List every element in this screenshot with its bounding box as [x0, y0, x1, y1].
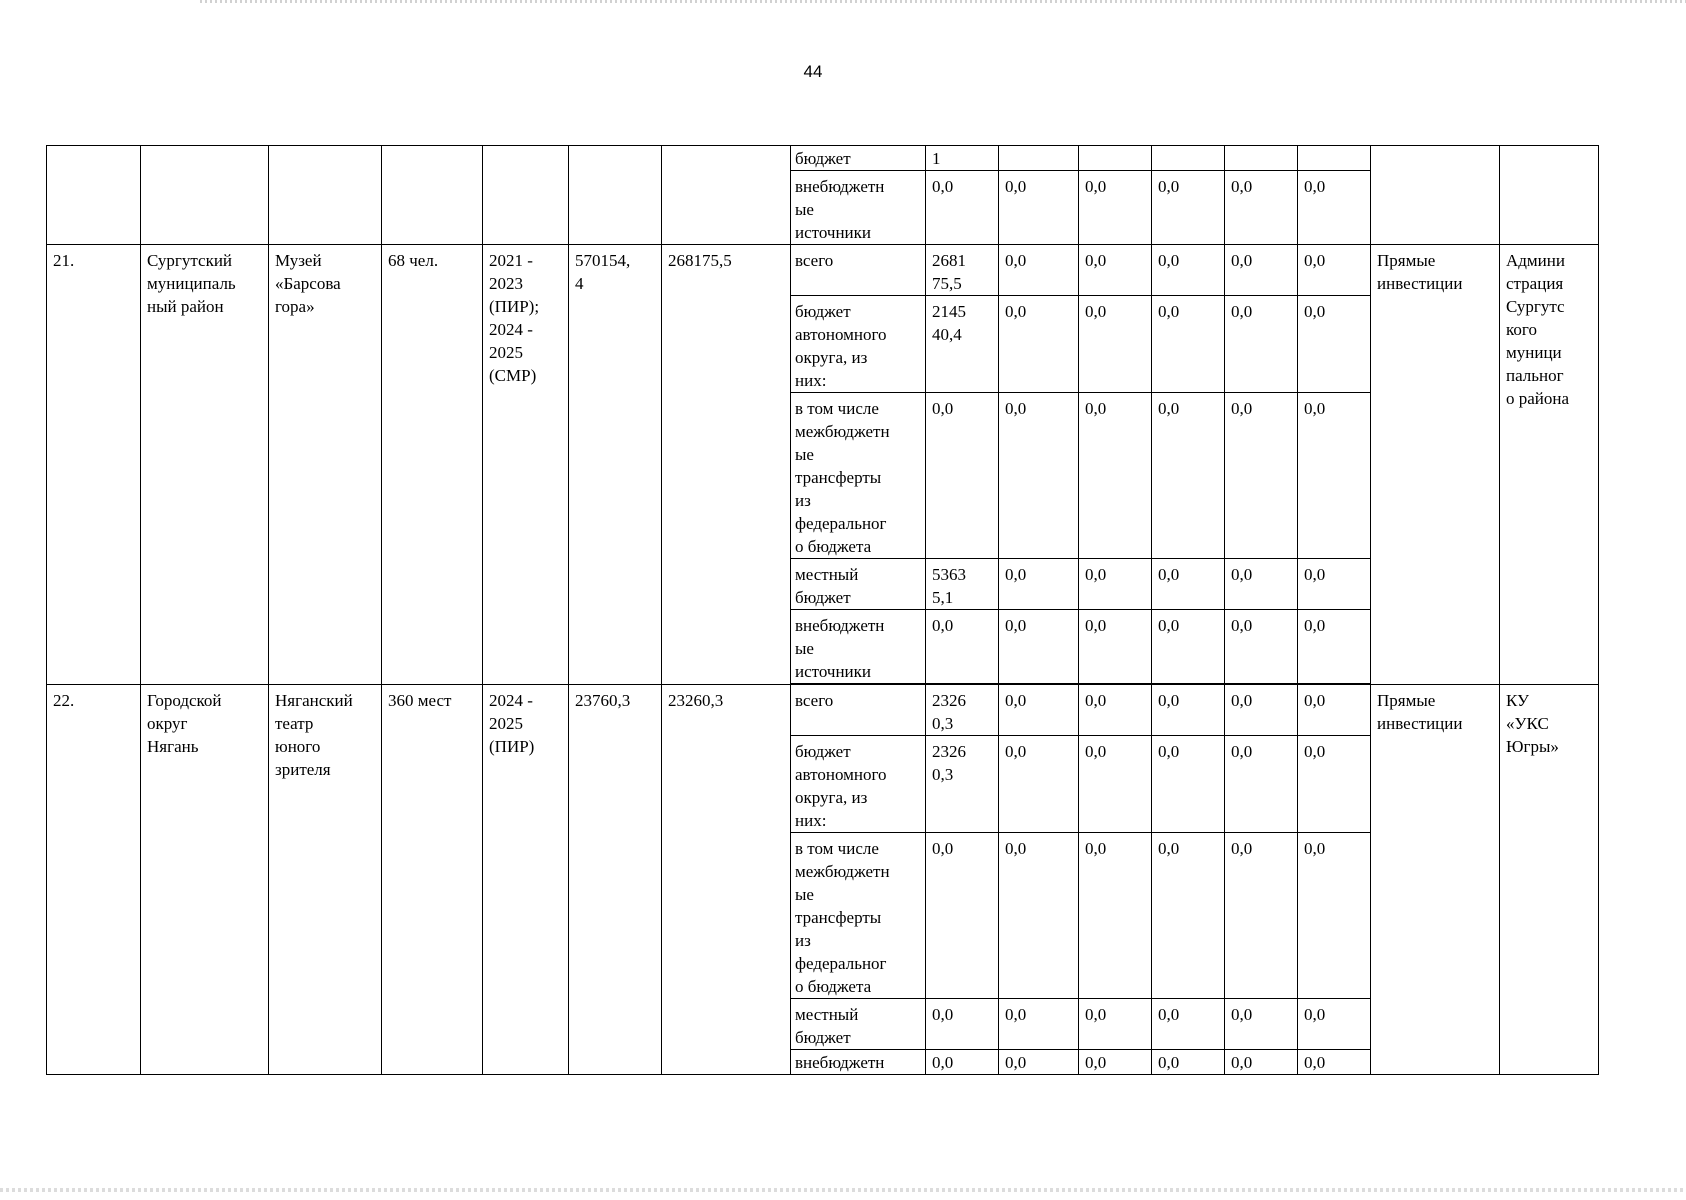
cell-source: в том числе межбюджетн ые трансферты из федеральног о бюджета [791, 833, 926, 999]
cell-value: 0,0 [1298, 171, 1371, 245]
cell-value: 0,0 [999, 833, 1079, 999]
cell-value: 0,0 [1152, 559, 1225, 610]
cell-value: 0,0 [1079, 171, 1152, 245]
cell-source: местный бюджет [791, 999, 926, 1050]
cell-value: 0,0 [1225, 393, 1298, 559]
cell-value: 0,0 [1079, 559, 1152, 610]
cell-value: 0,0 [1298, 685, 1371, 736]
cell-value: 0,0 [926, 610, 999, 684]
cell-value: 0,0 [1079, 685, 1152, 736]
table-row [47, 245, 1600, 296]
cell-value: 0,0 [1225, 559, 1298, 610]
cell-num: 21. [47, 245, 141, 685]
scan-edge-bottom [0, 1188, 1686, 1192]
cell-value: 0,0 [1152, 393, 1225, 559]
cell-value: 0,0 [1225, 610, 1298, 684]
cell-value: 0,0 [999, 685, 1079, 736]
cell-value: 0,0 [1152, 1050, 1225, 1075]
cell-cost [569, 146, 662, 245]
cell-value: 0,0 [926, 171, 999, 245]
cell-responsible [1500, 146, 1599, 245]
cell-investment: Прямые инвестиции [1371, 685, 1500, 1075]
cell-value [1152, 146, 1225, 171]
cell-value: 0,0 [1079, 296, 1152, 393]
cell-value: 0,0 [1298, 245, 1371, 296]
cell-remaining: 23260,3 [662, 685, 791, 1075]
cell-value: 0,0 [1225, 999, 1298, 1050]
cell-value: 0,0 [1225, 685, 1298, 736]
scan-edge-top [200, 0, 1686, 3]
cell-value: 0,0 [1225, 1050, 1298, 1075]
cell-value: 0,0 [999, 393, 1079, 559]
cell-value: 0,0 [999, 245, 1079, 296]
cell-value: 2145 40,4 [926, 296, 999, 393]
cell-value: 0,0 [1079, 610, 1152, 684]
cell-value: 0,0 [1225, 296, 1298, 393]
cell-value: 0,0 [1152, 736, 1225, 833]
cell-value: 0,0 [1298, 736, 1371, 833]
cell-value: 0,0 [999, 559, 1079, 610]
cell-object: Музей «Барсова гора» [269, 245, 382, 685]
cell-responsible: КУ «УКС Югры» [1500, 685, 1599, 1075]
cell-source: всего [791, 245, 926, 296]
cell-cost: 570154, 4 [569, 245, 662, 685]
cell-municipality: Городской округ Нягань [141, 685, 269, 1075]
cell-value: 0,0 [1225, 171, 1298, 245]
cell-period [483, 146, 569, 245]
cell-value: 0,0 [1079, 999, 1152, 1050]
cell-value: 0,0 [1152, 171, 1225, 245]
cell-value: 0,0 [1152, 685, 1225, 736]
cell-period: 2024 - 2025 (ПИР) [483, 685, 569, 1075]
cell-capacity: 68 чел. [382, 245, 483, 685]
cell-remaining: 268175,5 [662, 245, 791, 685]
cell-object: Няганский театр юного зрителя [269, 685, 382, 1075]
cell-value: 2326 0,3 [926, 736, 999, 833]
cell-value [1225, 146, 1298, 171]
cell-value: 0,0 [999, 610, 1079, 684]
cell-value: 0,0 [1079, 833, 1152, 999]
cell-value: 0,0 [1079, 1050, 1152, 1075]
cell-num: 22. [47, 685, 141, 1075]
page-number: 44 [803, 62, 823, 81]
cell-source: внебюджетн ые источники [791, 610, 926, 684]
cell-value: 0,0 [999, 296, 1079, 393]
cell-source: внебюджетн [791, 1050, 926, 1075]
cell-source: местный бюджет [791, 559, 926, 610]
cell-value: 0,0 [926, 833, 999, 999]
cell-value: 0,0 [999, 1050, 1079, 1075]
cell-value [1079, 146, 1152, 171]
cell-source: внебюджетн ые источники [791, 171, 926, 245]
table-row [47, 685, 1600, 736]
cell-municipality: Сургутский муниципаль ный район [141, 245, 269, 685]
cell-value: 0,0 [1079, 245, 1152, 296]
cell-value: 0,0 [999, 736, 1079, 833]
cell-source: всего [791, 685, 926, 736]
cell-remaining [662, 146, 791, 245]
cell-municipality [141, 146, 269, 245]
cell-investment [1371, 146, 1500, 245]
cell-responsible: Админи страция Сургутс кого муници пальног о района [1500, 245, 1599, 685]
cell-cost: 23760,3 [569, 685, 662, 1075]
cell-value: 5363 5,1 [926, 559, 999, 610]
cell-value: 2681 75,5 [926, 245, 999, 296]
cell-value: 0,0 [1225, 245, 1298, 296]
cell-value: 0,0 [1298, 559, 1371, 610]
cell-source: бюджет автономного округа, из них: [791, 296, 926, 393]
cell-value [1298, 146, 1371, 171]
cell-value: 0,0 [926, 999, 999, 1050]
cell-value: 0,0 [1152, 999, 1225, 1050]
cell-value: 0,0 [1152, 296, 1225, 393]
cell-capacity: 360 мест [382, 685, 483, 1075]
cell-object [269, 146, 382, 245]
cell-value: 0,0 [1152, 245, 1225, 296]
cell-value: 1 [926, 146, 999, 171]
cell-value: 0,0 [1079, 736, 1152, 833]
cell-source: в том числе межбюджетн ые трансферты из федеральног о бюджета [791, 393, 926, 559]
cell-value: 0,0 [1152, 610, 1225, 684]
cell-source: бюджет [791, 146, 926, 171]
cell-value: 0,0 [1298, 393, 1371, 559]
cell-value: 0,0 [1298, 999, 1371, 1050]
cell-value: 0,0 [999, 171, 1079, 245]
investment-table [46, 145, 1599, 1075]
cell-num [47, 146, 141, 245]
cell-value: 0,0 [999, 999, 1079, 1050]
cell-value: 0,0 [926, 1050, 999, 1075]
cell-value: 0,0 [1298, 610, 1371, 684]
table-row [47, 146, 1600, 171]
cell-value [999, 146, 1079, 171]
cell-period: 2021 - 2023 (ПИР); 2024 - 2025 (СМР) [483, 245, 569, 685]
cell-value: 2326 0,3 [926, 685, 999, 736]
cell-value: 0,0 [1298, 296, 1371, 393]
cell-value: 0,0 [1225, 833, 1298, 999]
cell-value: 0,0 [1298, 833, 1371, 999]
cell-value: 0,0 [926, 393, 999, 559]
cell-capacity [382, 146, 483, 245]
cell-value: 0,0 [1152, 833, 1225, 999]
cell-source: бюджет автономного округа, из них: [791, 736, 926, 833]
cell-value: 0,0 [1298, 1050, 1371, 1075]
cell-investment: Прямые инвестиции [1371, 245, 1500, 685]
cell-value: 0,0 [1079, 393, 1152, 559]
cell-value: 0,0 [1225, 736, 1298, 833]
